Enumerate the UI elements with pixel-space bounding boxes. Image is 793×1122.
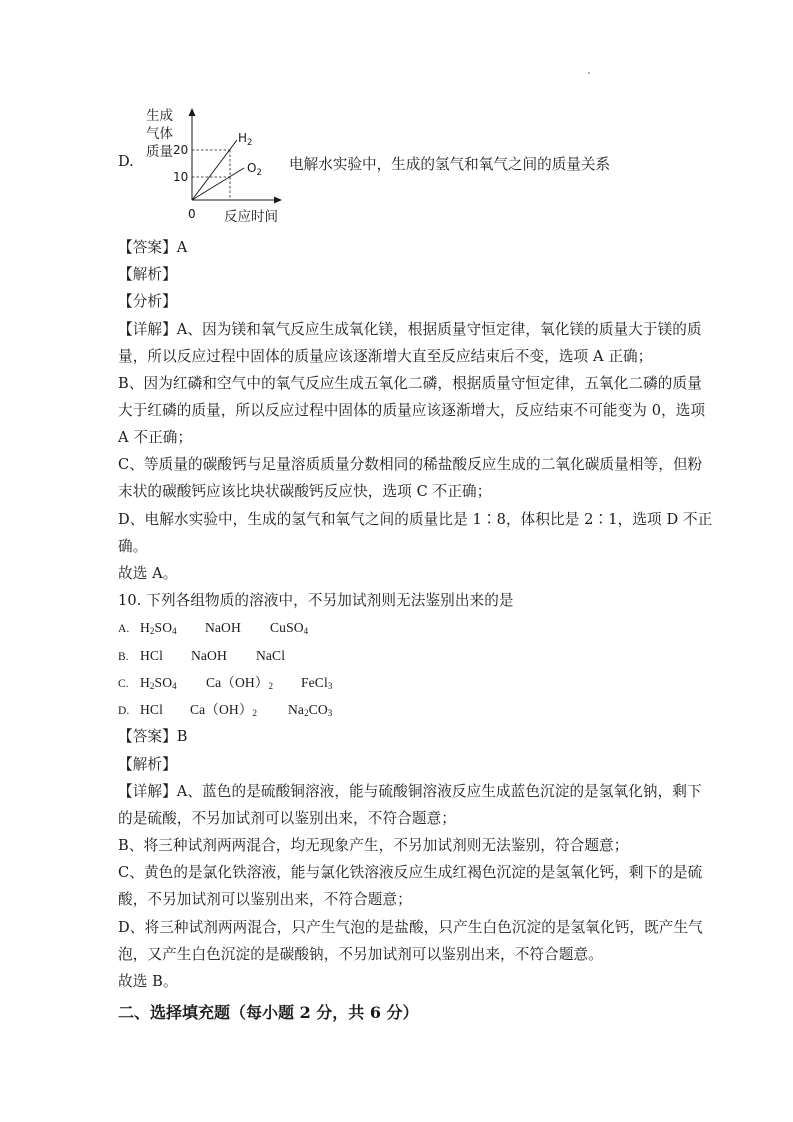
q10-option-a bbox=[118, 618, 309, 639]
q10-option-c bbox=[118, 673, 333, 694]
q9-line: 量，所以反应过程中固体的质量应该逐渐增大直至反应结束后不变，选项 A 正确； bbox=[118, 348, 653, 365]
formula: HCl bbox=[140, 648, 163, 663]
graph-o2-line bbox=[192, 168, 244, 200]
option-letter: C. bbox=[118, 678, 129, 690]
graph-h2-label: $H_2$ bbox=[238, 131, 253, 148]
q9-line: 确。 bbox=[118, 538, 148, 555]
q10-answer: 【答案】B bbox=[118, 728, 188, 745]
formula: $Ca(OH)_2$ bbox=[206, 675, 274, 691]
q10-analysis: 【解析】 bbox=[118, 756, 177, 773]
graph-x-label: 反应时间 bbox=[224, 209, 278, 225]
option-letter: B. bbox=[118, 651, 129, 663]
q10-line: 泡，又产生白色沉淀的是碳酸钠，不另加试剂可以鉴别出来，不符合题意。 bbox=[118, 946, 603, 963]
graph-y-label-2: 气体 bbox=[146, 126, 173, 142]
graph-tick-10: 10 bbox=[173, 170, 189, 184]
formula: HCl bbox=[140, 702, 163, 717]
graph-y-label-3: 质量 bbox=[146, 144, 173, 160]
q10-line: 的是硫酸，不另加试剂可以鉴别出来，不符合题意； bbox=[118, 810, 456, 827]
formula: FeCl$_3$ bbox=[301, 675, 333, 691]
formula: NaCl bbox=[256, 648, 286, 663]
option-letter: D. bbox=[118, 705, 130, 717]
q9-line: 末状的碳酸钙应该比块状碳酸钙反应快，选项 C 不正确； bbox=[118, 483, 492, 500]
q9-line: 【详解】A、因为镁和氧气反应生成氧化镁，根据质量守恒定律，氧化镁的质量大于镁的质 bbox=[118, 321, 702, 338]
q9-analysis: 【解析】 bbox=[118, 266, 177, 283]
formula: $H_2SO_4$ bbox=[140, 620, 177, 636]
option-d-text: 电解水实验中，生成的氢气和氧气之间的质量关系 bbox=[289, 156, 611, 173]
page-dot bbox=[588, 72, 590, 74]
option-letter: A. bbox=[118, 623, 130, 635]
graph-x-axis-arrow bbox=[274, 197, 282, 204]
q10-option-d bbox=[118, 700, 333, 721]
graph-tick-20: 20 bbox=[173, 143, 189, 157]
q9-line: D、电解水实验中，生成的氢气和氧气之间的质量比是 1∶8，体积比是 2∶1，选项 D 不正 bbox=[118, 511, 713, 528]
q10-line: 故选 B。 bbox=[118, 973, 178, 990]
q10-question: 10. 下列各组物质的溶液中，不另加试剂则无法鉴别出来的是 bbox=[118, 592, 514, 609]
graph-y-axis-arrow bbox=[189, 108, 196, 116]
q10-line: B、将三种试剂两两混合，均无现象产生，不另加试剂则无法鉴别，符合题意； bbox=[118, 837, 629, 854]
option-d-label: D. bbox=[118, 153, 134, 170]
graph-y-label-1: 生成 bbox=[146, 108, 173, 124]
graph-o2-label: $O_2$ bbox=[247, 161, 262, 178]
formula: $H_2SO_4$ bbox=[140, 675, 177, 691]
formula: CuSO$_4$ bbox=[270, 620, 309, 636]
formula: $Ca(OH)_2$ bbox=[190, 702, 258, 718]
q9-line: C、等质量的碳酸钙与足量溶质质量分数相同的稀盐酸反应生成的二氧化碳质量相等，但粉 bbox=[118, 456, 703, 473]
graph-origin: 0 bbox=[188, 207, 196, 221]
q10-option-b bbox=[118, 646, 286, 667]
q9-line: 大于红磷的质量，所以反应过程中固体的质量应该逐渐增大，反应结束不可能变为 0，选项 bbox=[118, 402, 706, 419]
q9-line: A 不正确； bbox=[118, 429, 193, 446]
formula: NaOH bbox=[205, 620, 241, 635]
mass-time-graph bbox=[140, 100, 290, 230]
q9-answer: 【答案】A bbox=[118, 239, 188, 256]
formula: NaOH bbox=[191, 648, 227, 663]
q9-line: B、因为红磷和空气中的氧气反应生成五氧化二磷，根据质量守恒定律，五氧化二磷的质量 bbox=[118, 375, 702, 392]
q10-line: D、将三种试剂两两混合，只产生气泡的是盐酸，只产生白色沉淀的是氢氧化钙，既产生气 bbox=[118, 919, 703, 936]
q10-line: 【详解】A、蓝色的是硫酸铜溶液，能与硫酸铜溶液反应生成蓝色沉淀的是氢氧化钠，剩下 bbox=[118, 783, 702, 800]
q10-line: C、黄色的是氯化铁溶液，能与氯化铁溶液反应生成红褐色沉淀的是氢氧化钙，剩下的是硫 bbox=[118, 864, 703, 881]
section-heading: 二、选择填充题（每小题 2 分，共 6 分） bbox=[118, 1003, 419, 1022]
q9-line: 故选 A。 bbox=[118, 565, 178, 582]
q10-line: 酸，不另加试剂可以鉴别出来，不符合题意； bbox=[118, 891, 412, 908]
formula: $Na_2CO_3$ bbox=[288, 702, 333, 718]
q9-fenxi: 【分析】 bbox=[118, 293, 177, 310]
